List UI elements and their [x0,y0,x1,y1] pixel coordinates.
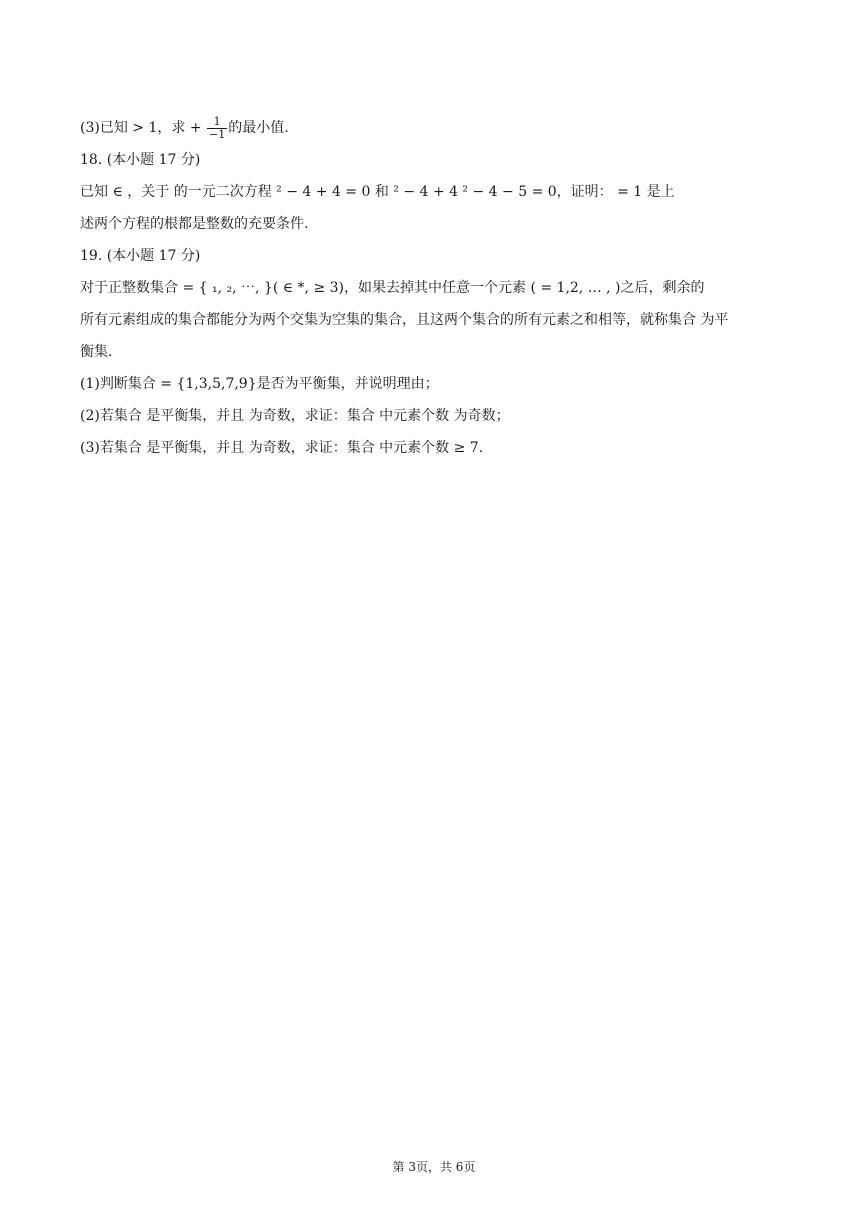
q19-part-1: (1)判断集合 = {1,3,5,7,9}是否为平衡集，并说明理由； [80,376,439,392]
fraction [207,116,227,141]
q18-statement-line-1: 已知 ∈ ，关于 的一元二次方程 ² − 4 + 4 = 0 和 ² − 4 + 4 ² − 4 − 5 = 0，证明： = 1 是上 [80,184,675,200]
q17-part3-text-after: 的最小值. [228,120,289,136]
q19-part-2: (2)若集合 是平衡集，并且 为奇数，求证：集合 中元素个数 为奇数； [80,408,510,424]
fraction-numerator: 1 [207,116,227,129]
fraction-denominator: −1 [209,127,226,141]
q19-statement-line-1: 对于正整数集合 = { ₁, ₂, ⋯, }( ∈ *, ≥ 3)，如果去掉其中任意一个元素 ( = 1,2, … , )之后，剩余的 [80,280,705,296]
q18-header: 18. (本小题 17 分) [80,152,201,168]
document-body [80,112,792,464]
q19-part-3: (3)若集合 是平衡集，并且 为奇数，求证：集合 中元素个数 ≥ 7. [80,440,484,456]
q18-statement-line-2: 述两个方程的根都是整数的充要条件. [80,216,309,232]
q17-part3-text-before: (3)已知 > 1，求 + [80,120,206,136]
q19-statement-line-2: 所有元素组成的集合都能分为两个交集为空集的集合，且这两个集合的所有元素之和相等，就称集合 为平 [80,312,729,328]
q19-header: 19. (本小题 17 分) [80,248,201,264]
q17-part3-line [80,112,792,144]
q19-statement-line-3: 衡集. [80,344,113,360]
page-footer: 第 3页，共 6页 [392,1160,476,1174]
